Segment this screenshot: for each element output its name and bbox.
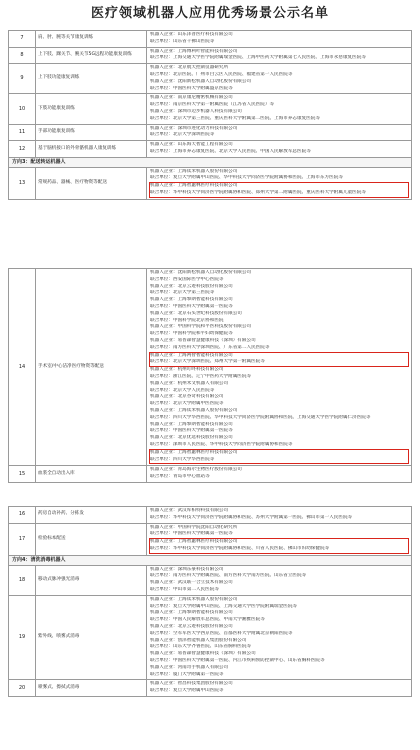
entry-line: 机器人企业：青岛海尔生物医疗股份有限公司	[150, 467, 242, 473]
scenario-table	[8, 506, 412, 697]
participant-entry	[150, 338, 408, 352]
entry-line: 联合单位：中国医科大学附属第一医院、内江市疾病预防控制中心、山东省胸科医院等	[150, 657, 325, 663]
direction-label: 方向4：清洗消毒机器人	[9, 555, 412, 565]
entry-line: 联合单位：中山市第二人民医院等	[150, 586, 219, 592]
row-number: 15	[9, 466, 36, 483]
participant-entry	[150, 324, 408, 338]
table-row	[9, 141, 412, 158]
entry-line: 机器人企业：杭州叮咚科技有限公司	[150, 367, 224, 373]
table-row	[9, 124, 412, 141]
participant-entry	[150, 32, 408, 46]
participant-entry	[150, 142, 408, 156]
participant-entry	[150, 665, 408, 679]
table-row	[9, 269, 412, 466]
entry-line: 机器人企业：易普森智慧健康科技（深圳）有限公司	[150, 337, 256, 343]
participant-entry	[150, 408, 408, 422]
entry-line: 联合单位：华中科技大学同济医学院附属协和医院、郑州大学第二附属医院、重庆医科大学附属儿童医院等	[150, 189, 366, 195]
row-number: 8	[9, 47, 36, 64]
entry-line: 联合单位：南京医科大学第一附属医院（江苏省人民医院）等	[150, 102, 275, 108]
row-number: 19	[9, 595, 36, 680]
entry-line: 联合单位：中国医科大学附属第一医院等	[150, 428, 233, 434]
entry-line: 联合单位：中国医科大学附属第一医院等	[150, 303, 233, 309]
entry-line: 机器人企业：上海钛米机器人股份有限公司	[150, 596, 238, 602]
scenario-name: 血浆全自动出入库	[36, 466, 147, 483]
row-number: 12	[9, 141, 36, 158]
scenario-name: 手部功能康复训练	[36, 124, 147, 141]
row-number: 13	[9, 167, 36, 199]
entry-line: 机器人企业：河南奇手机器人有限公司	[150, 664, 229, 670]
participant-entry	[150, 126, 408, 140]
highlighted-entry	[150, 183, 408, 197]
entry-line: 机器人企业：上海擎朗智能科技有限公司	[150, 610, 233, 616]
participant-list	[147, 507, 412, 524]
scenario-name: 移动式脉冲强光消毒	[36, 565, 147, 595]
participant-list	[147, 64, 412, 94]
entry-line: 机器人企业：武汉库柏特科技有限公司	[150, 508, 229, 513]
entry-line: 机器人企业：武汉联一合立技术有限公司	[150, 580, 233, 586]
participant-entry	[150, 597, 408, 611]
entry-line: 机器人企业：南京康尼精密机械有限公司	[150, 95, 233, 101]
entry-line: 机器人企业：深圳市迈步机器人科技有限公司	[150, 108, 242, 114]
scenario-table	[8, 268, 412, 483]
entry-line: 联合单位：西安国际医学中心医院等	[150, 276, 224, 282]
entry-line: 联合单位：上海市养志康复医院、北京大学人民医院、中国人民解放军总医院等	[150, 148, 311, 154]
entry-line: 联合单位：北京大学第三医院等	[150, 290, 215, 296]
entry-line: 联合单位：北京大学人民医院等	[150, 387, 215, 393]
row-number: 16	[9, 507, 36, 524]
participant-entry	[150, 435, 408, 449]
table-row	[9, 507, 412, 524]
entry-line: 联合单位：中国人民解放军总医院、中南大学湘雅医院等	[150, 617, 265, 623]
entry-line: 联合单位：北京大学第三医院、重庆医科大学附属第二医院、上海市养志康复医院等	[150, 115, 320, 121]
entry-line: 机器人企业：北京谷奇科技有限公司	[150, 394, 224, 400]
direction-label: 方向3：配送转运机器人	[9, 157, 412, 167]
row-number: 18	[9, 565, 36, 595]
entry-line: 联合单位：复旦大学附属中山医院等	[150, 688, 224, 694]
participant-list	[147, 94, 412, 124]
table-row	[9, 565, 412, 595]
participant-entry	[150, 422, 408, 436]
participant-entry	[150, 311, 408, 325]
participant-entry	[150, 580, 408, 594]
entry-line: 机器人企业：上海傅利叶智能科技有限公司	[150, 48, 238, 54]
row-number: 17	[9, 523, 36, 555]
entry-line: 联合单位：华中科技大学同济医学院附属协和医院、苏州大学附属第一医院、佛山市第一人民医院等	[150, 514, 353, 520]
participant-list	[147, 167, 412, 199]
participant-list	[147, 269, 412, 466]
entry-line: 联合单位：北京大学附属中医医院等	[150, 401, 224, 407]
participant-entry	[150, 49, 408, 63]
entry-line: 机器人企业：易普森智慧健康科技（深圳）有限公司	[150, 651, 256, 657]
table-row	[9, 167, 412, 199]
table-row	[9, 64, 412, 94]
scenario-name: 上下肢、踝关节、腕关节5G远程功能康复训练	[36, 47, 147, 64]
row-number: 9	[9, 64, 36, 94]
scenario-name: 喷雾式、擦拭式消毒	[36, 680, 147, 697]
entry-line: 联合单位：上海交通大学医学院附属瑞金医院、上海中医药大学附属第七人民医院、上海市永慈康复医院等	[150, 55, 366, 61]
entry-line: 联合单位：华中科技大学同济医学院附属协和医院、川省人民医院、佛山市妇幼保健院等	[150, 545, 330, 551]
entry-line: 机器人企业：北京云迹科技股份有限公司	[150, 623, 233, 629]
table-row	[9, 31, 412, 48]
entry-line: 机器人企业：山东泽普医疗科技有限公司	[150, 32, 233, 37]
entry-line: 机器人企业：中国科学院和平医科技股份有限公司	[150, 324, 252, 330]
entry-line: 联合单位：浙江医院、辽宁中医药大学附属医院等	[150, 373, 252, 379]
entry-line: 机器人企业：上海钛米机器人股份有限公司	[150, 407, 238, 413]
entry-line: 机器人企业：沈阳新松机器人自动化股份有限公司	[150, 270, 252, 275]
document-page	[0, 18, 420, 750]
entry-line: 机器人企业：北京航天控制仪器研究所	[150, 65, 229, 71]
participant-entry	[150, 394, 408, 408]
participant-entry	[150, 95, 408, 109]
participant-entry	[150, 567, 408, 581]
entry-line: 联合单位：中国医科大学附属盛京医院等	[150, 85, 233, 91]
scenario-name: 常规药品、器械、医疗物资等配送	[36, 167, 147, 199]
participant-entry	[150, 284, 408, 298]
participant-entry	[150, 297, 408, 311]
entry-line: 联合单位：中国医科大学附属第一医院等	[150, 531, 233, 537]
participant-entry	[150, 109, 408, 123]
participant-entry	[150, 467, 408, 481]
entry-line: 机器人企业：上海智蕙林医疗科技有限公司	[150, 539, 238, 545]
participant-entry	[150, 65, 408, 79]
entry-line: 联合单位：南方医科大学附属医院、南方医科大学南方医院、山东省立医院等	[150, 573, 307, 579]
participant-entry	[150, 651, 408, 665]
page-title: 医疗领域机器人应用优秀场景公示名单	[90, 6, 329, 21]
entry-line: 机器人企业：杭州米文机器人有限公司	[150, 380, 229, 386]
direction-row	[9, 555, 412, 565]
table-row	[9, 595, 412, 680]
participant-entry	[150, 508, 408, 522]
participant-list	[147, 565, 412, 595]
entry-line: 联合单位：中国科学院北京协和医院	[150, 317, 224, 323]
participant-list	[147, 47, 412, 64]
participant-list	[147, 124, 412, 141]
entry-line: 联合单位：中国科学院和平妇幼保健院等	[150, 331, 233, 337]
participant-list	[147, 680, 412, 697]
participant-entry	[150, 638, 408, 652]
participant-list	[147, 31, 412, 48]
entry-line: 机器人企业：创泽智能机器人集团股份有限公司	[150, 637, 247, 643]
participant-entry	[150, 79, 408, 93]
scenario-name: 紫外线、喷雾式消毒	[36, 595, 147, 680]
entry-line: 联合单位：北京医院、广州市白云区人民医院、福建省第一人民医院等	[150, 71, 293, 77]
entry-line: 机器人企业：上海擎朗智能科技有限公司	[150, 297, 233, 303]
participant-entry	[150, 169, 408, 183]
entry-line: 联合单位：山东大学齐鲁医院、山东省胸科医院等	[150, 644, 252, 650]
entry-line: 机器人企业：上海钛米机器人股份有限公司	[150, 168, 238, 174]
row-number: 20	[9, 680, 36, 697]
scenario-name: 肩、肘、腕等关节康复训练	[36, 31, 147, 48]
table-row	[9, 47, 412, 64]
participant-entry	[150, 610, 408, 624]
entry-line: 联合单位：复旦大学附属中山医院、上海交通大学医学院附属瑞金医院等	[150, 603, 298, 609]
entry-line: 联合单位：北京大学深圳医院等	[150, 132, 215, 138]
entry-line: 机器人企业：北京云迹科技股份有限公司	[150, 283, 233, 289]
entry-line: 机器人企业：深圳市进化动力科技有限公司	[150, 125, 238, 131]
entry-line: 联合单位：南方医科大学深圳医院、广东省第二人民医院等	[150, 344, 270, 350]
participant-list	[147, 523, 412, 555]
entry-line: 机器人企业：北京石头世纪科技股份有限公司	[150, 310, 242, 316]
participant-entry	[150, 367, 408, 381]
entry-line: 机器人企业：山东海天智能工程有限公司	[150, 142, 233, 148]
entry-line: 联合单位：北京大学深圳医院、郑州大学第一附属医院等	[150, 359, 265, 365]
row-number: 14	[9, 269, 36, 466]
entry-line: 机器人企业：中国科学院沈阳自动化研究所	[150, 524, 238, 530]
table-row	[9, 523, 412, 555]
table-section-3	[8, 506, 412, 697]
row-number: 11	[9, 124, 36, 141]
table-row	[9, 466, 412, 483]
entry-line: 机器人企业：上海智蕙林医疗科技有限公司	[150, 449, 238, 455]
scenario-name: 检验标本配送	[36, 523, 147, 555]
entry-line: 机器人企业：智昌科技集团股份有限公司	[150, 681, 233, 687]
participant-entry	[150, 681, 408, 695]
table-section-2	[8, 268, 412, 483]
row-number: 10	[9, 94, 36, 124]
highlighted-entry	[150, 539, 408, 553]
participant-entry	[150, 270, 408, 284]
participant-entry	[150, 525, 408, 539]
table-row	[9, 680, 412, 697]
entry-line: 联合单位：复旦大学附属中山医院、华中科技大学同济医学院附属协和医院、上海市东方医院等	[150, 175, 343, 181]
entry-line: 联合单位：深圳市人民医院、华中科技大学同济医学院附属协和医院等	[150, 441, 293, 447]
entry-line: 机器人企业：上海智蕙林医疗科技有限公司	[150, 183, 238, 189]
participant-list	[147, 141, 412, 158]
entry-line: 机器人企业：深圳东豪科技有限公司	[150, 566, 224, 572]
entry-line: 联合单位：青岛市中心血站等	[150, 474, 210, 480]
entry-line: 机器人企业：沈阳新松机器人自动化股份有限公司	[150, 78, 252, 84]
table-section-1	[8, 30, 412, 200]
entry-line: 机器人企业：北京优选科技股份有限公司	[150, 435, 233, 441]
scenario-table	[8, 30, 412, 200]
highlighted-entry	[150, 450, 408, 464]
scenario-name: 上下肢功能康复训练	[36, 64, 147, 94]
participant-list	[147, 595, 412, 680]
participant-list	[147, 466, 412, 483]
participant-entry	[150, 381, 408, 395]
scenario-name: 药房自动补药、分拣发	[36, 507, 147, 524]
table-row	[9, 94, 412, 124]
entry-line: 联合单位：空军军医大学西京医院、首都医科大学附属北京朝阳医院等	[150, 630, 293, 636]
scenario-name: 手术室/中心洁净医疗物资等配送	[36, 269, 147, 466]
direction-row	[9, 157, 412, 167]
entry-line: 机器人企业：上海两智智能科技有限公司	[150, 352, 233, 358]
participant-entry	[150, 624, 408, 638]
highlighted-entry	[150, 353, 408, 367]
entry-line: 联合单位：厦门大学附属第一医院等	[150, 671, 224, 677]
row-number: 7	[9, 31, 36, 48]
entry-line: 机器人企业：上海擎朗智能科技有限公司	[150, 421, 233, 427]
entry-line: 联合单位：四川大学华西医院、华中科技大学同济医学院附属协和医院、上海交通大学医学院附属仁济医院等	[150, 414, 371, 420]
scenario-name: 基于脑机接口的外骨骼机器人康复训练	[36, 141, 147, 158]
entry-line: 联合单位：四川大学华西医院等	[150, 456, 215, 462]
scenario-name: 下肢功能康复训练	[36, 94, 147, 124]
entry-line: 联合单位：山东省千佛山医院等	[150, 38, 215, 44]
